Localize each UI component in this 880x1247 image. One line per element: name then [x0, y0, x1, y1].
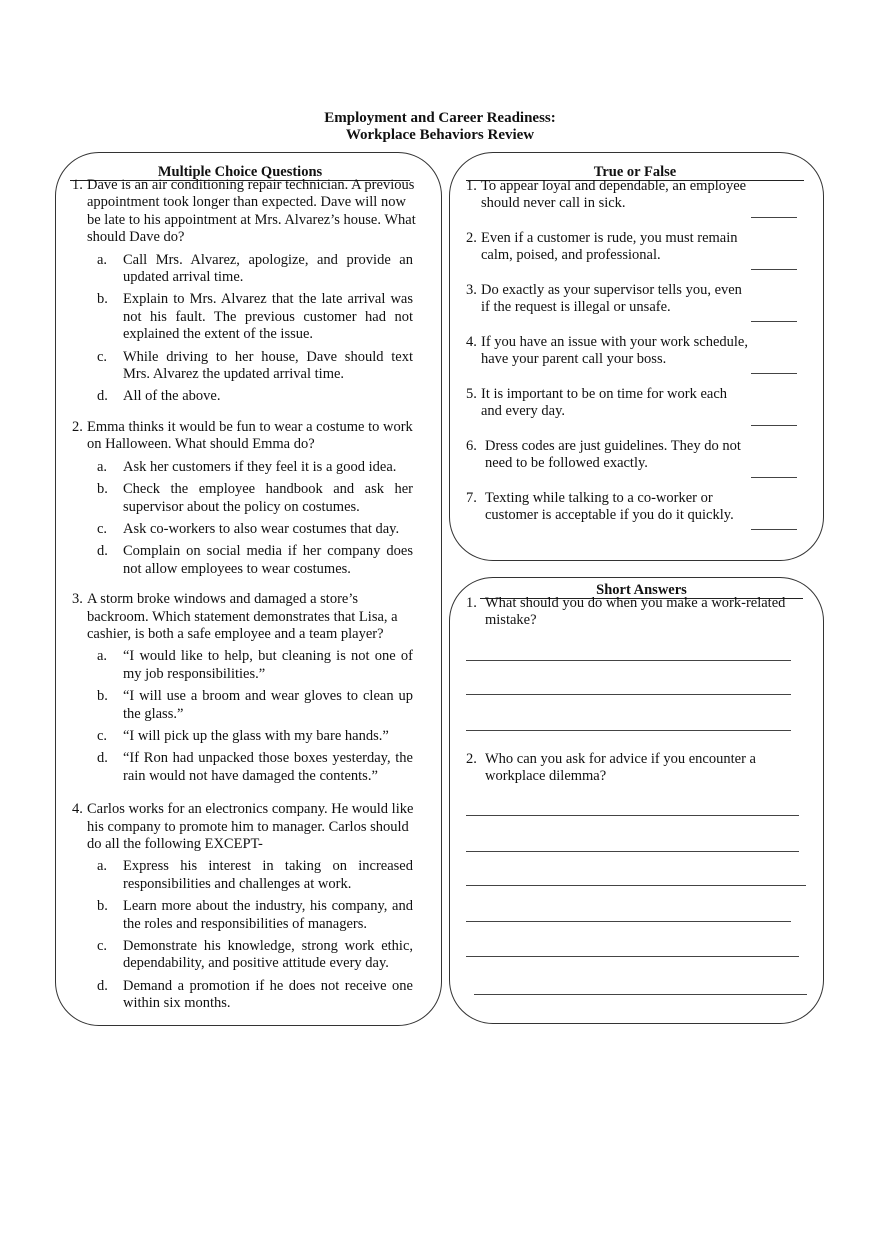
- option-letter: c.: [97, 348, 108, 365]
- true-false-item: [466, 178, 806, 230]
- answer-line[interactable]: [466, 815, 799, 816]
- short-answers-heading: Short Answers: [480, 582, 803, 599]
- true-false-answer-blank[interactable]: [751, 269, 797, 270]
- option-letter: b.: [97, 481, 108, 498]
- option-letter: c.: [97, 938, 108, 955]
- option-letter: b.: [97, 688, 108, 705]
- mc-question-block: [72, 591, 417, 785]
- multiple-choice-heading: Multiple Choice Questions: [70, 164, 410, 181]
- true-false-item: [466, 490, 806, 542]
- answer-option[interactable]: [97, 858, 417, 893]
- item-text: It is important to be on time for work each and every day.: [481, 386, 728, 420]
- mc-question: [72, 591, 417, 643]
- option-text: Complain on social media if her company does not allow employees to wear costumes.: [123, 543, 413, 577]
- true-false-heading: True or False: [466, 164, 804, 181]
- true-false-answer-blank[interactable]: [751, 373, 797, 374]
- item-text: If you have an issue with your work schedule, have your parent call your boss.: [481, 334, 748, 368]
- true-false-item: [466, 438, 806, 490]
- question-text: A storm broke windows and damaged a store’s backroom. Which statement demonstrates that Lisa, a cashier, is both a safe employee and a team player?: [87, 591, 398, 642]
- answer-option[interactable]: [97, 521, 417, 538]
- item-text: Do exactly as your supervisor tells you, even if the request is illegal or unsafe.: [481, 282, 742, 316]
- answer-option[interactable]: [97, 543, 417, 578]
- answer-option[interactable]: [97, 978, 417, 1013]
- mc-question-block: [72, 801, 417, 1012]
- answer-line[interactable]: [466, 885, 806, 886]
- question-text: Emma thinks it would be fun to wear a costume to work on Halloween. What should Emma do?: [87, 418, 413, 453]
- question-number: 2.: [72, 418, 83, 435]
- option-letter: d.: [97, 750, 108, 767]
- question-number: 3.: [72, 591, 83, 608]
- true-false-answer-blank[interactable]: [751, 321, 797, 322]
- answer-option[interactable]: [97, 688, 417, 723]
- option-letter: c.: [97, 727, 108, 744]
- true-false-item: [466, 230, 806, 282]
- option-text: “If Ron had unpacked those boxes yesterday, the rain would not have damaged the contents.”: [123, 750, 413, 784]
- option-text: Demand a promotion if he does not receive one within six months.: [123, 977, 413, 1012]
- true-false-item: [466, 386, 806, 438]
- answer-option[interactable]: [97, 481, 417, 516]
- option-letter: b.: [97, 898, 108, 915]
- item-text: To appear loyal and dependable, an employee should never call in sick.: [481, 178, 747, 212]
- answer-line[interactable]: [466, 660, 791, 661]
- mc-question-block: [72, 419, 417, 578]
- option-text: Demonstrate his knowledge, strong work ethic, dependability, and positive attitude every day.: [123, 938, 413, 972]
- item-number: 6.: [466, 438, 477, 454]
- short-answers-list: [466, 595, 811, 995]
- option-letter: b.: [97, 291, 108, 308]
- true-false-answer-blank[interactable]: [751, 217, 797, 218]
- option-text: Ask her customers if they feel it is a good idea.: [123, 458, 397, 475]
- answer-line[interactable]: [466, 851, 799, 852]
- answer-line[interactable]: [474, 994, 807, 995]
- answer-option[interactable]: [97, 459, 417, 476]
- item-text: Even if a customer is rude, you must remain calm, poised, and professional.: [481, 230, 738, 264]
- answer-option[interactable]: [97, 349, 417, 384]
- option-text: Express his interest in taking on increased responsibilities and challenges at work.: [123, 858, 413, 892]
- question-text: What should you do when you make a work-related mistake?: [485, 595, 786, 629]
- option-letter: a.: [97, 251, 108, 268]
- answer-option[interactable]: [97, 898, 417, 933]
- answer-option[interactable]: [97, 388, 417, 405]
- item-number: 1.: [466, 178, 477, 194]
- option-letter: a.: [97, 858, 108, 875]
- multiple-choice-list: [72, 177, 417, 1013]
- answer-option[interactable]: [97, 938, 417, 973]
- answer-option[interactable]: [97, 728, 417, 745]
- true-false-answer-blank[interactable]: [751, 477, 797, 478]
- option-text: “I will use a broom and wear gloves to clean up the glass.”: [123, 688, 413, 722]
- question-text: Who can you ask for advice if you encounter a workplace dilemma?: [485, 750, 756, 785]
- option-text: “I will pick up the glass with my bare hands.”: [123, 727, 389, 744]
- option-text: While driving to her house, Dave should text Mrs. Alvarez the updated arrival time.: [123, 348, 413, 383]
- item-text: Dress codes are just guidelines. They do not need to be followed exactly.: [485, 438, 741, 472]
- answer-option[interactable]: [97, 750, 417, 785]
- document-subtitle: Workplace Behaviors Review: [345, 127, 535, 143]
- option-text: Call Mrs. Alvarez, apologize, and provide an updated arrival time.: [123, 251, 413, 286]
- option-text: Learn more about the industry, his company, and the roles and responsibilities of managers.: [123, 898, 413, 932]
- option-text: “I would like to help, but cleaning is not one of my job responsibilities.”: [123, 648, 413, 682]
- option-letter: a.: [97, 648, 108, 665]
- answer-line[interactable]: [466, 694, 791, 695]
- option-letter: c.: [97, 520, 108, 537]
- true-false-answer-blank[interactable]: [751, 425, 797, 426]
- question-text: Dave is an air conditioning repair technician. A previous appointment took longer than expected. Dave will now be late to his appointment at Mrs. Alvarez’s house. What should Dave do?: [87, 177, 416, 246]
- question-number: 2.: [466, 750, 477, 767]
- item-number: 4.: [466, 334, 477, 350]
- true-false-list: [466, 178, 806, 542]
- item-number: 5.: [466, 386, 477, 402]
- answer-option[interactable]: [97, 291, 417, 343]
- mc-question: [72, 419, 417, 454]
- short-answer-question: [466, 595, 811, 630]
- true-false-item: [466, 282, 806, 334]
- mc-question: [72, 801, 417, 853]
- short-answer-question: [466, 751, 811, 786]
- answer-line[interactable]: [466, 956, 799, 957]
- option-text: All of the above.: [123, 388, 221, 405]
- question-text: Carlos works for an electronics company. He would like his company to promote him to manager. Carlos should do all the following EXCEPT-: [87, 801, 414, 852]
- document-title: Employment and Career Readiness:: [324, 110, 556, 126]
- item-number: 2.: [466, 230, 477, 246]
- option-letter: a.: [97, 458, 108, 475]
- true-false-answer-blank[interactable]: [751, 529, 797, 530]
- answer-option[interactable]: [97, 252, 417, 287]
- answer-line[interactable]: [466, 730, 791, 731]
- answer-option[interactable]: [97, 648, 417, 683]
- mc-question: [72, 177, 417, 247]
- option-letter: d.: [97, 388, 108, 405]
- option-text: Ask co-workers to also wear costumes that day.: [123, 520, 400, 537]
- question-number: 1.: [72, 177, 83, 193]
- option-text: Check the employee handbook and ask her supervisor about the policy on costumes.: [123, 481, 413, 515]
- option-text: Explain to Mrs. Alvarez that the late arrival was not his fault. The previous customer had not explained the extent of the issue.: [123, 291, 413, 343]
- item-number: 7.: [466, 490, 477, 506]
- item-number: 3.: [466, 282, 477, 298]
- option-letter: d.: [97, 543, 108, 560]
- mc-question-block: [72, 177, 417, 406]
- option-letter: d.: [97, 977, 108, 994]
- item-text: Texting while talking to a co-worker or customer is acceptable if you do it quickly.: [485, 490, 734, 524]
- question-number: 4.: [72, 801, 83, 818]
- true-false-item: [466, 334, 806, 386]
- answer-line[interactable]: [466, 921, 791, 922]
- question-number: 1.: [466, 595, 477, 611]
